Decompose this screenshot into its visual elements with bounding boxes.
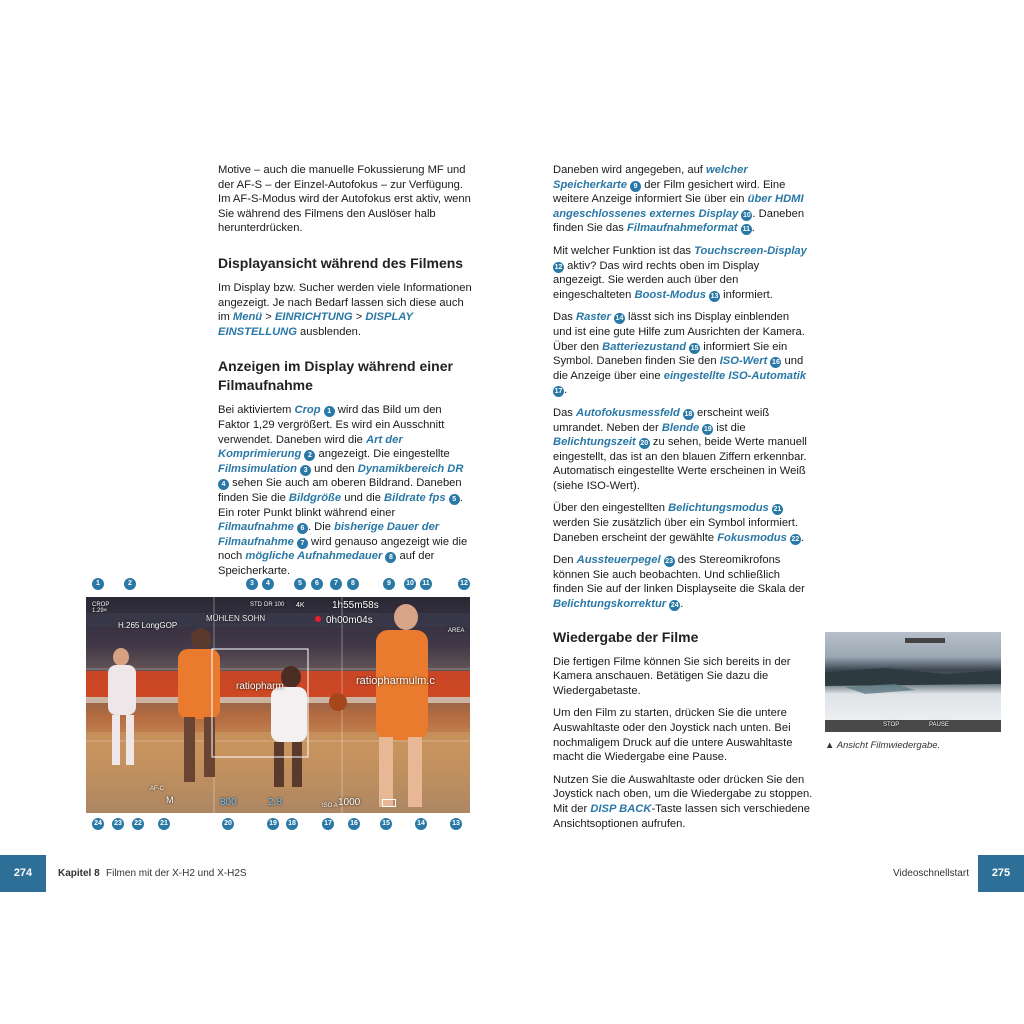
- playback-stop: STOP: [883, 722, 900, 728]
- ref-badge: 24: [670, 602, 679, 610]
- ref-badge: 2: [304, 450, 315, 461]
- osd-iso-value: 1000: [338, 797, 361, 808]
- ref-badge: 19: [703, 425, 712, 433]
- camera-screen: [86, 597, 470, 813]
- playback-scene: [825, 632, 1001, 732]
- callout-19: 19: [267, 818, 279, 830]
- callout-4: 4: [262, 578, 274, 590]
- para-display-view: Im Display bzw. Sucher werden viele Informationen angezeigt. Je nach Bedarf lassen sich diese auch im Menü > EINRICHTUNG > DISPLAY EINSTELLUNG ausblenden.: [218, 281, 472, 338]
- ref-badge: 21: [773, 506, 782, 514]
- callout-7: 7: [330, 578, 342, 590]
- callout-10: 10: [404, 578, 416, 590]
- osd-exposure-mode: M: [166, 795, 174, 805]
- playback-caption: ▲ Ansicht Filmwiedergabe.: [825, 740, 941, 751]
- playback-pause: PAUSE: [929, 722, 949, 728]
- osd-touch-mode: AREA: [448, 628, 465, 634]
- ref-badge: 7: [297, 538, 308, 549]
- playback-screen: [825, 632, 1001, 732]
- callout-3: 3: [246, 578, 258, 590]
- ref-badge: 15: [690, 344, 699, 352]
- para-intro: Motive – auch die manuelle Fokussierung MF und der AF-S – der Einzel-Autofokus – zur Verfügung. Im AF-S-Modus wird der Autofokus erst aktiv, wenn Sie während des Filmens den Auslöser halb herunterdrücken.: [218, 164, 471, 235]
- ref-badge: 22: [791, 535, 800, 543]
- heading-playback: Wiedergabe der Filme: [553, 628, 699, 645]
- right-column: [553, 163, 813, 839]
- left-column: [218, 163, 472, 586]
- para-playback-1: Die fertigen Filme können Sie sich bereits in der Kamera anschauen. Betätigen Sie dazu die Wiedergabetaste.: [553, 655, 791, 697]
- callout-15: 15: [380, 818, 392, 830]
- banner-text: MÜHLEN SOHN: [206, 614, 266, 623]
- osd-crop: CROP: [92, 602, 110, 608]
- callout-14: 14: [415, 818, 427, 830]
- ref-badge: 14: [615, 315, 624, 323]
- para-touchscreen: Mit welcher Funktion ist das Touchscreen-Display 12 aktiv? Das wird rechts oben im Display angezeigt. Sie werden auch über den eingeschalteten Boost-Modus 13 informiert.: [553, 244, 807, 301]
- camera-display-figure: [86, 578, 478, 834]
- ref-badge: 13: [710, 292, 719, 300]
- page-number-left: 274: [0, 855, 46, 892]
- callout-6: 6: [311, 578, 323, 590]
- callout-18: 18: [286, 818, 298, 830]
- ref-badge: 6: [297, 523, 308, 534]
- ref-badge: 3: [300, 465, 311, 476]
- callout-20: 20: [222, 818, 234, 830]
- ref-badge: 4: [218, 479, 229, 490]
- ref-badge: 9: [630, 181, 641, 192]
- callout-9: 9: [383, 578, 395, 590]
- para-exposure-mode: Über den eingestellten Belichtungsmodus 21 werden Sie zusätzlich über ein Symbol informiert. Daneben erscheint der gewählte Fokusmodus 22 .: [553, 502, 805, 544]
- para-display-indicators: Bei aktiviertem Crop 1 wird das Bild um den Faktor 1,29 vergrößert. Es wird ein Ausschnitt verwendet. Daneben wird die Art der Komprimierung 2 angezeigt. Die eingestellte Filmsimulation 3 und den Dynamikbereich DR 4 sehen Sie auch am oberen Bildrand. Daneben finden Sie die Bildgröße und die Bildrate fps 5 . Ein roter Punkt blinkt während einer Filmaufnahme 6 . Die bisherige Dauer der Filmaufnahme 7 wird genauso angezeigt wie die noch mögliche Aufnahmedauer 8 auf der Speicherkarte.: [218, 404, 468, 577]
- callout-12: 12: [458, 578, 470, 590]
- callout-13: 13: [450, 818, 462, 830]
- callout-23: 23: [112, 818, 124, 830]
- section-title: Videoschnellstart: [893, 868, 969, 879]
- callout-21: 21: [158, 818, 170, 830]
- callout-16: 16: [348, 818, 360, 830]
- para-grid-battery: Das Raster 14 lässt sich ins Display einblenden und ist eine gute Hilfe zum Ausrichten der Kamera. Über den Batteriezustand 15 informiert Sie ein Symbol. Daneben finden Sie den ISO-Wert 16 und die Anzeige über eine eingestellte ISO-Automatik 17 .: [553, 311, 807, 397]
- ref-badge: 20: [640, 440, 649, 448]
- osd-codec: H.265 LongGOP: [118, 621, 178, 630]
- callout-24: 24: [92, 818, 104, 830]
- callout-22: 22: [132, 818, 144, 830]
- osd-film-sim: STD: [250, 602, 262, 608]
- para-af-area: Das Autofokusmessfeld 18 erscheint weiß umrandet. Neben der Blende 19 ist die Belichtungszeit 20 zu sehen, beide Werte manuell eingestellt, das ist an den blauen Ziffern erkennbar. Automatisch eingestellte Werte erscheinen in Weiß (siehe ISO-Wert).: [553, 406, 807, 492]
- ref-badge: 10: [743, 211, 751, 219]
- osd-shutter: 800: [220, 797, 237, 808]
- ref-badge: 11: [742, 226, 750, 234]
- ref-badge: 23: [665, 558, 674, 566]
- ref-badge: 18: [684, 410, 693, 418]
- callout-1: 1: [92, 578, 104, 590]
- ref-badge: 16: [772, 359, 780, 367]
- callout-5: 5: [294, 578, 306, 590]
- ref-badge: 17: [554, 388, 563, 396]
- chapter-title: Filmen mit der X-H2 und X-H2S: [106, 868, 247, 879]
- osd-dr: DR 100: [264, 602, 285, 608]
- osd-crop-factor: 1.29×: [92, 608, 108, 614]
- ad-left-text: ratiopharm: [236, 681, 284, 692]
- osd-elapsed-time: 0h00m04s: [326, 615, 373, 626]
- callout-2: 2: [124, 578, 136, 590]
- para-playback-3: Nutzen Sie die Auswahltaste oder drücken Sie den Joystick nach oben, um die Wiedergabe zu stoppen. Mit der DISP BACK-Taste lassen sich verschiedene Ansichtsoptionen aufrufen.: [553, 773, 813, 830]
- ref-badge: 5: [449, 494, 460, 505]
- chapter-label: Kapitel 8: [58, 868, 100, 879]
- page-number-right: 275: [978, 855, 1024, 892]
- heading-display-view: Displayansicht während des Filmens: [218, 254, 464, 271]
- ref-badge: 1: [324, 406, 335, 417]
- ad-right-text: ratiopharmulm.c: [356, 675, 435, 687]
- osd-aperture: 2.8: [268, 797, 282, 808]
- playback-figure: [825, 632, 1001, 732]
- para-memory-card: Daneben wird angegeben, auf welcher Speicherkarte 9 der Film gesichert wird. Eine weitere Anzeige informiert Sie über ein über HDMI angeschlossenes externes Display 10 . Daneben finden Sie das Filmaufnahmeformat 11 .: [553, 164, 805, 235]
- para-audio-level: Den Aussteuerpegel 23 des Stereomikrofons können Sie auch beobachten. Und schließlich finden Sie auf der linken Displayseite die Skala der Belichtungskorrektur 24 .: [553, 554, 805, 611]
- ref-badge: 12: [554, 263, 563, 271]
- callout-17: 17: [322, 818, 334, 830]
- osd-iso-auto: ISO A: [322, 803, 338, 809]
- osd-af-mode: AF-C: [150, 786, 164, 792]
- ref-badge: 8: [385, 552, 396, 563]
- callout-8: 8: [347, 578, 359, 590]
- para-playback-2: Um den Film zu starten, drücken Sie die untere Auswahltaste oder den Joystick nach unten. Bei nochmaligem Druck auf die untere Auswahltaste macht die Wiedergabe eine Pause.: [553, 707, 793, 764]
- osd-remaining-time: 1h55m58s: [332, 600, 379, 611]
- osd-resolution: 4K: [296, 602, 305, 609]
- heading-display-indicators: Anzeigen im Display während einer Filmaufnahme: [218, 358, 453, 394]
- battery-icon: [382, 799, 396, 807]
- callout-11: 11: [420, 578, 432, 590]
